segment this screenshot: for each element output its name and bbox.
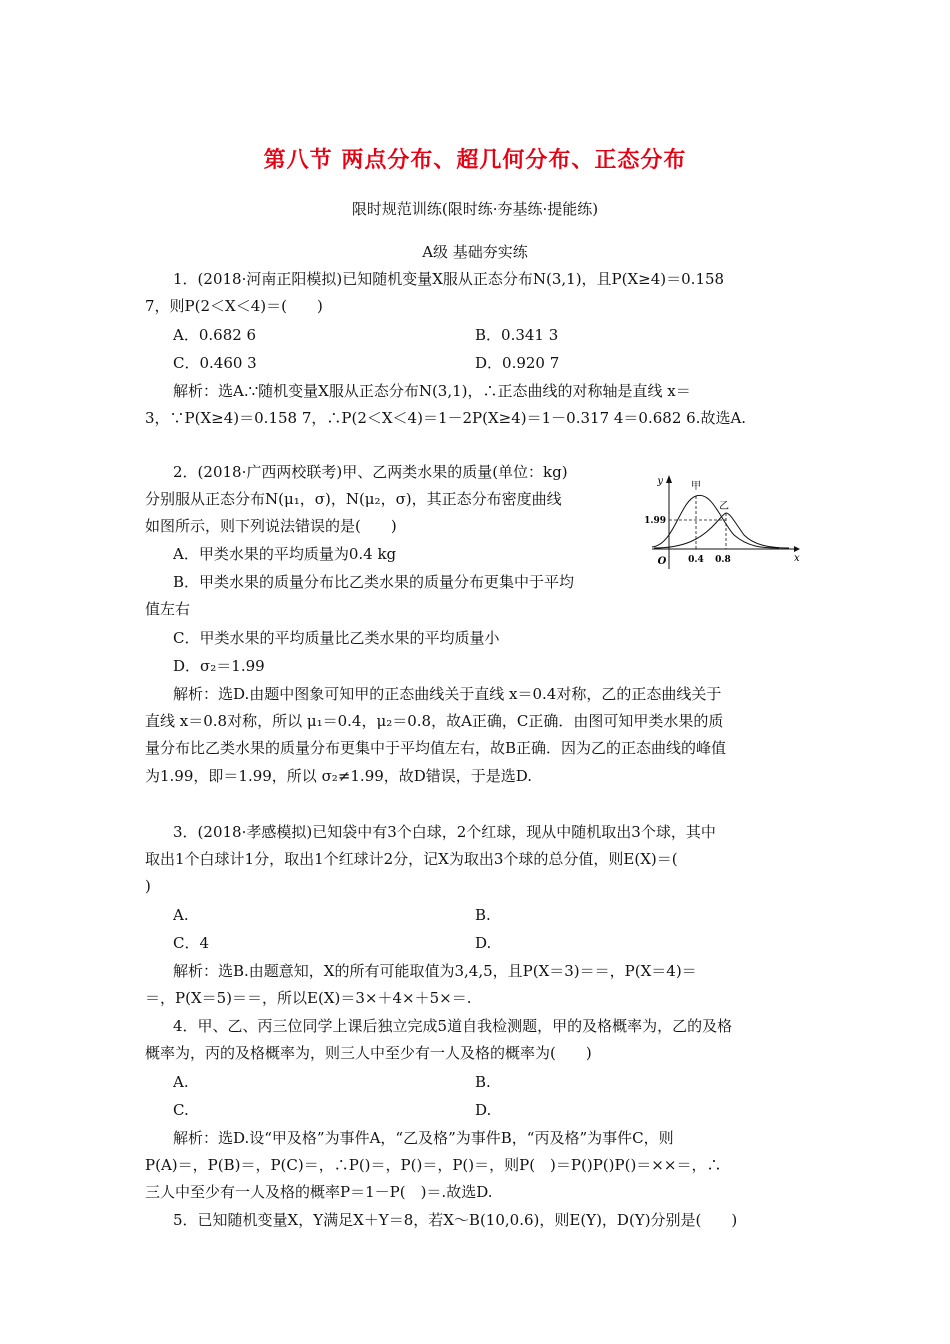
q3-option-d: D. — [475, 934, 492, 952]
q4-solution-1: 解析：选D.设“甲及格”为事件A，“乙及格”为事件B，“丙及格”为事件C，则 — [173, 1129, 674, 1147]
q4-option-a: A. — [173, 1073, 189, 1091]
q3-line-3: ) — [145, 877, 151, 895]
q3-option-b: B. — [475, 906, 491, 924]
q1-line-2: 7，则P(2＜X＜4)＝( ) — [145, 297, 323, 315]
q4-solution-2: P(A)＝，P(B)＝，P(C)＝，∴P()＝，P()＝，P()＝，则P( )＝P()P()P()＝××＝，∴ — [145, 1156, 722, 1174]
q1-option-a: A．0.682 6 — [173, 326, 257, 344]
q1-option-b: B．0.341 3 — [475, 326, 559, 344]
q3-solution-2: ＝，P(X＝5)＝＝，所以E(X)＝3×＋4×＋5×＝. — [145, 989, 472, 1007]
tick-0.8: 0.8 — [715, 555, 731, 565]
level-heading: A级 基础夯实练 — [422, 243, 528, 261]
q2-solution-4: 为1.99，即＝1.99，所以 σ₂≠1.99，故D错误，于是选D. — [145, 767, 533, 785]
curve-yi — [654, 513, 789, 548]
q3-solution-1: 解析：选B.由题意知，X的所有可能取值为3,4,5，且P(X＝3)＝＝，P(X＝4)＝ — [173, 962, 697, 980]
tick-0.4: 0.4 — [688, 555, 704, 565]
y-axis-arrow — [666, 475, 672, 483]
q2-solution-3: 量分布比乙类水果的质量分布更集中于平均值左右，故B正确．因为乙的正态曲线的峰值 — [145, 739, 727, 757]
q4-option-c: C. — [173, 1101, 189, 1119]
q2-option-d: D．σ₂＝1.99 — [173, 657, 265, 675]
q2-line-3: 如图所示，则下列说法错误的是( ) — [145, 517, 397, 535]
q3-option-c: C．4 — [173, 934, 210, 952]
q3-line-2: 取出1个白球计1分，取出1个红球计2分，记X为取出3个球的总分值，则E(X)＝( — [145, 850, 678, 868]
q2-solution-2: 直线 x＝0.8对称，所以 μ₁＝0.4，μ₂＝0.8，故A正确，C正确．由图可知甲类水果的质 — [145, 712, 724, 730]
q3-line-1: 3．(2018·孝感模拟)已知袋中有3个白球，2个红球，现从中随机取出3个球，其中 — [173, 823, 716, 841]
curve-jia — [652, 495, 779, 548]
peak-value-label: 1.99 — [644, 516, 666, 526]
q2-option-b-1: B．甲类水果的质量分布比乙类水果的质量分布更集中于平均 — [173, 573, 575, 591]
curve-jia-label: 甲 — [691, 481, 701, 492]
normal-curves-figure — [644, 471, 800, 571]
q4-line-1: 4．甲、乙、丙三位同学上课后独立完成5道自我检测题，甲的及格概率为，乙的及格 — [173, 1017, 733, 1035]
q1-solution-1: 解析：选A.∵随机变量X服从正态分布N(3,1)，∴正态曲线的对称轴是直线 x＝ — [173, 382, 691, 400]
y-label: y — [657, 476, 663, 487]
q2-solution-1: 解析：选D.由题中图象可知甲的正态曲线关于直线 x＝0.4对称，乙的正态曲线关于 — [173, 685, 722, 703]
q3-option-a: A. — [173, 906, 189, 924]
q2-option-b-2: 值左右 — [145, 600, 191, 618]
q2-option-c: C．甲类水果的平均质量比乙类水果的平均质量小 — [173, 629, 500, 647]
q4-line-2: 概率为，丙的及格概率为，则三人中至少有一人及格的概率为( ) — [145, 1044, 592, 1062]
origin-label: O — [657, 556, 667, 567]
q2-line-2: 分别服从正态分布N(μ₁，σ)，N(μ₂，σ)，其正态分布密度曲线 — [145, 490, 562, 508]
section-title: 第八节 两点分布、超几何分布、正态分布 — [263, 148, 687, 173]
curve-yi-label: 乙 — [719, 501, 729, 512]
q1-line-1: 1．(2018·河南正阳模拟)已知随机变量X服从正态分布N(3,1)，且P(X≥4)＝0.158 — [173, 270, 725, 288]
q1-solution-2: 3，∵P(X≥4)＝0.158 7，∴P(2＜X＜4)＝1－2P(X≥4)＝1－0.317 4＝0.682 6.故选A. — [145, 409, 747, 427]
x-label: x — [794, 553, 800, 564]
x-axis-arrow — [794, 546, 800, 552]
subtitle: 限时规范训练(限时练·夯基练·提能练) — [351, 200, 599, 218]
q1-option-d: D．0.920 7 — [475, 354, 560, 372]
q4-option-b: B. — [475, 1073, 491, 1091]
q5-line-1: 5．已知随机变量X，Y满足X＋Y＝8，若X～B(10,0.6)，则E(Y)，D(Y)分别是( ) — [173, 1211, 738, 1229]
q4-option-d: D. — [475, 1101, 492, 1119]
q1-option-c: C．0.460 3 — [173, 354, 257, 372]
q4-solution-3: 三人中至少有一人及格的概率P＝1－P( )＝.故选D. — [145, 1183, 493, 1201]
q2-line-1: 2．(2018·广西两校联考)甲、乙两类水果的质量(单位：kg) — [173, 463, 568, 481]
q2-option-a: A．甲类水果的平均质量为0.4 kg — [173, 545, 397, 563]
